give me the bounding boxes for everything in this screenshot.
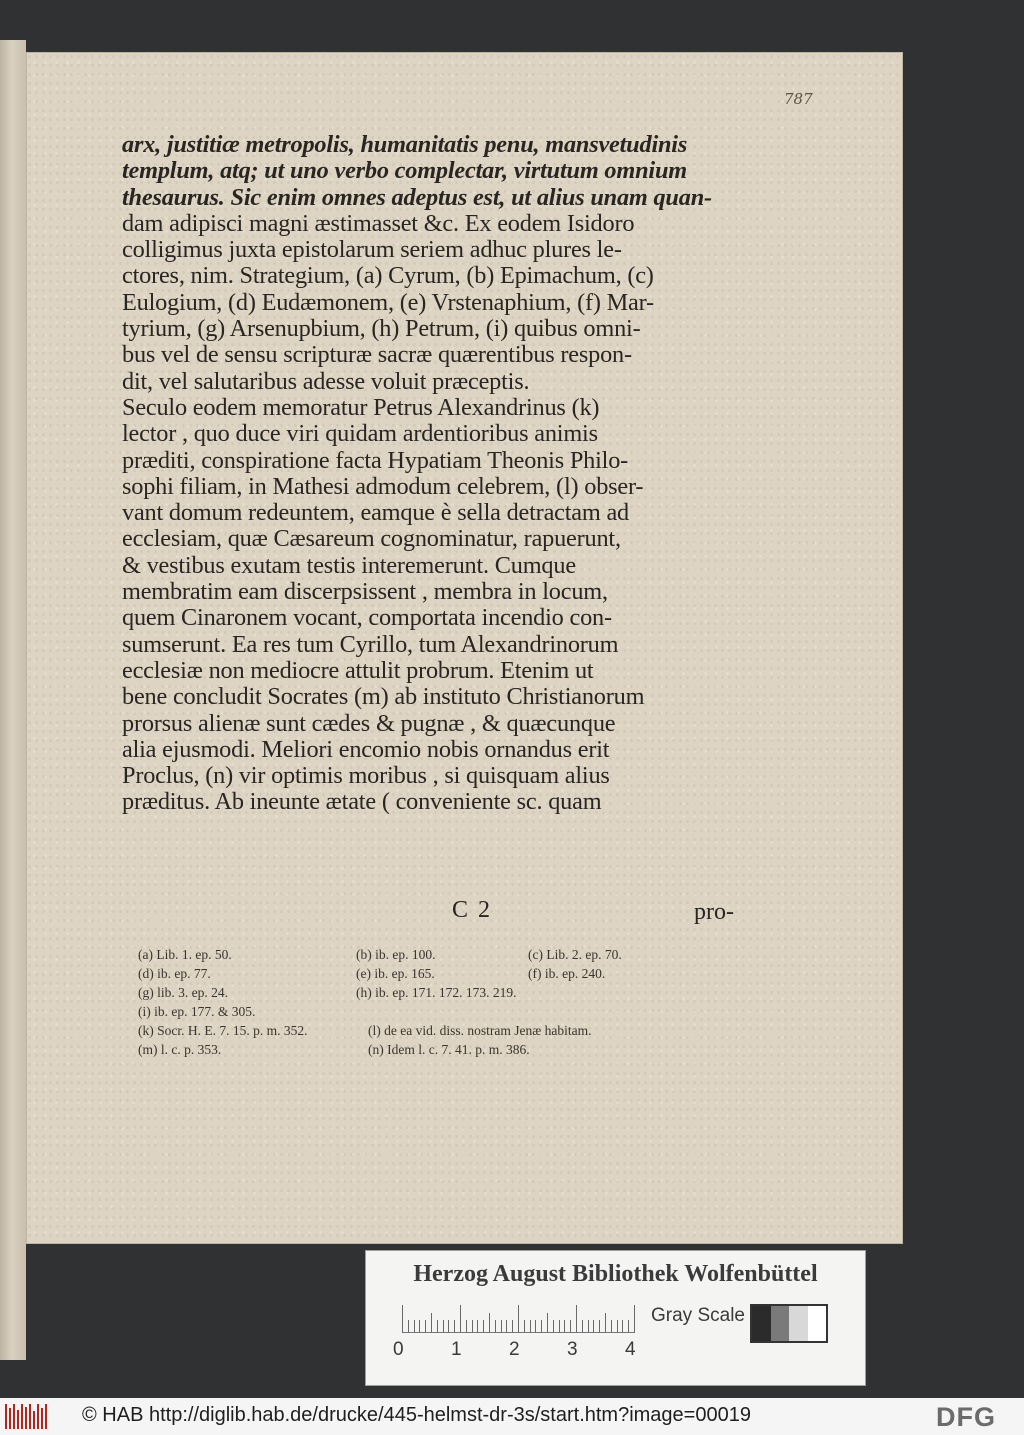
footnote: (c) Lib. 2. ep. 70. bbox=[528, 947, 622, 962]
ruler-tick bbox=[617, 1320, 618, 1333]
catchword: pro- bbox=[694, 899, 734, 925]
hab-logo-icon bbox=[4, 1402, 48, 1431]
ruler-tick bbox=[628, 1320, 629, 1333]
ruler-tick bbox=[495, 1320, 496, 1333]
signature-mark: C 2 bbox=[452, 897, 493, 923]
ruler-tick bbox=[402, 1305, 403, 1333]
adjacent-page-edge bbox=[0, 40, 26, 1360]
gray-scale-label: Gray Scale bbox=[651, 1305, 745, 1326]
ruler-tick bbox=[448, 1320, 449, 1333]
ruler-tick bbox=[559, 1320, 560, 1333]
footnote: (m) l. c. p. 353. bbox=[138, 1042, 222, 1057]
footnote: (e) ib. ep. 165. bbox=[356, 966, 435, 981]
text-line: alia ejusmodi. Meliori encomio nobis ornandus erit bbox=[122, 735, 610, 763]
ruler-tick bbox=[472, 1320, 473, 1333]
text-line: ecclesiam, quæ Cæsareum cognominatur, rapuerunt, bbox=[122, 525, 621, 553]
footnote-row bbox=[138, 1002, 718, 1021]
text-line: sophi filiam, in Mathesi admodum celebrem, (l) obser- bbox=[122, 472, 644, 500]
footnote: (k) Socr. H. E. 7. 15. p. m. 352. bbox=[138, 1023, 308, 1038]
text-line: dit, vel salutaribus adesse voluit præceptis. bbox=[122, 367, 530, 395]
ruler-number: 0 bbox=[393, 1339, 404, 1360]
ruler-tick bbox=[460, 1305, 461, 1333]
ruler-tick bbox=[535, 1320, 536, 1333]
ruler-tick bbox=[414, 1320, 415, 1333]
ruler-number: 1 bbox=[451, 1339, 462, 1360]
gray-swatch bbox=[808, 1306, 827, 1341]
gray-swatch bbox=[789, 1306, 808, 1341]
signature-line bbox=[122, 897, 734, 927]
text-line: ctores, nim. Strategium, (a) Cyrum, (b) Epimachum, (c) bbox=[122, 262, 654, 290]
text-line: bus vel de sensu scripturæ sacræ quærentibus respon- bbox=[122, 341, 632, 369]
ruler-tick bbox=[489, 1313, 490, 1333]
text-line: lector , quo duce viri quidam ardentioribus animis bbox=[122, 420, 598, 448]
ruler-tick bbox=[454, 1320, 455, 1333]
gray-scale-swatches bbox=[750, 1304, 828, 1343]
footer-bar bbox=[0, 1398, 1024, 1435]
ruler-tick bbox=[576, 1305, 577, 1333]
dfg-logo: DFG bbox=[936, 1402, 996, 1432]
footnote: (d) ib. ep. 77. bbox=[138, 966, 211, 981]
text-line: quem Cinaronem vocant, comportata incendio con- bbox=[122, 604, 612, 632]
ruler-number: 3 bbox=[567, 1339, 578, 1360]
ruler-tick bbox=[431, 1313, 432, 1333]
text-line: præditi, conspiratione facta Hypatiam Theonis Philo- bbox=[122, 446, 629, 474]
ruler-tick bbox=[443, 1320, 444, 1333]
footnote-row bbox=[138, 1040, 718, 1059]
footnote-row bbox=[138, 964, 718, 983]
library-name: Herzog August Bibliothek Wolfenbüttel bbox=[413, 1261, 818, 1287]
book-page bbox=[26, 52, 903, 1244]
ruler-tick bbox=[605, 1313, 606, 1333]
color-calibration-card bbox=[365, 1250, 866, 1386]
footnote: (h) ib. ep. 171. 172. 173. 219. bbox=[356, 985, 517, 1000]
text-line: bene concludit Socrates (m) ab instituto Christianorum bbox=[122, 683, 645, 711]
ruler-tick bbox=[547, 1313, 548, 1333]
text-line: thesaurus. Sic enim omnes adeptus est, ut alius unam quan- bbox=[122, 183, 712, 211]
ruler-tick bbox=[524, 1320, 525, 1333]
footnote-row bbox=[138, 945, 718, 964]
ruler-number: 4 bbox=[625, 1339, 636, 1360]
ruler-tick bbox=[622, 1320, 623, 1333]
ruler-tick bbox=[419, 1320, 420, 1333]
ruler-tick bbox=[408, 1320, 409, 1333]
text-line: sumserunt. Ea res tum Cyrillo, tum Alexandrinorum bbox=[122, 630, 619, 658]
footnote-row bbox=[138, 983, 718, 1002]
footnote: (i) ib. ep. 177. & 305. bbox=[138, 1004, 256, 1019]
ruler-tick bbox=[593, 1320, 594, 1333]
text-line: arx, justitiæ metropolis, humanitatis penu, mansvetudinis bbox=[122, 131, 688, 158]
text-line: tyrium, (g) Arsenupbium, (h) Petrum, (i) quibus omni- bbox=[122, 315, 641, 343]
ruler-tick bbox=[512, 1320, 513, 1333]
ruler-tick bbox=[530, 1320, 531, 1333]
ruler-tick bbox=[570, 1320, 571, 1333]
ruler-tick bbox=[582, 1320, 583, 1333]
text-line: membratim eam discerpsissent , membra in locum, bbox=[122, 578, 608, 606]
footnotes bbox=[138, 945, 718, 1059]
ruler-tick bbox=[634, 1305, 635, 1333]
text-line: ecclesiæ non mediocre attulit probrum. Etenim ut bbox=[122, 656, 594, 684]
ruler-tick bbox=[483, 1320, 484, 1333]
ruler-tick bbox=[425, 1320, 426, 1333]
gray-swatch bbox=[752, 1306, 771, 1341]
footnote: (b) ib. ep. 100. bbox=[356, 947, 436, 962]
ruler-tick bbox=[518, 1305, 519, 1333]
footnote: (l) de ea vid. diss. nostram Jenæ habitam. bbox=[368, 1023, 592, 1038]
ruler-tick bbox=[564, 1320, 565, 1333]
ruler-tick bbox=[437, 1320, 438, 1333]
footnote: (g) lib. 3. ep. 24. bbox=[138, 985, 228, 1000]
ruler-tick bbox=[477, 1320, 478, 1333]
ruler-tick bbox=[506, 1320, 507, 1333]
footnote-row bbox=[138, 1021, 718, 1040]
footnote: (a) Lib. 1. ep. 50. bbox=[138, 947, 232, 962]
footnote: (f) ib. ep. 240. bbox=[528, 966, 606, 981]
ruler-tick bbox=[611, 1320, 612, 1333]
ruler-tick bbox=[588, 1320, 589, 1333]
gray-swatch bbox=[771, 1306, 790, 1341]
ruler-tick bbox=[599, 1320, 600, 1333]
ruler-scale bbox=[402, 1303, 634, 1333]
text-line: dam adipisci magni æstimasset &c. Ex eodem Isidoro bbox=[122, 209, 635, 237]
text-line: vant domum redeuntem, eamque è sella detractam ad bbox=[122, 499, 629, 527]
body-text bbox=[122, 132, 734, 816]
copyright-url[interactable]: © HAB http://diglib.hab.de/drucke/445-helmst-dr-3s/start.htm?image=00019 bbox=[82, 1404, 751, 1426]
text-line: Seculo eodem memoratur Petrus Alexandrinus (k) bbox=[122, 393, 600, 421]
footnote: (n) Idem l. c. 7. 41. p. m. 386. bbox=[368, 1042, 530, 1057]
text-line: prorsus alienæ sunt cædes & pugnæ , & quæcunque bbox=[122, 709, 616, 737]
ruler-number: 2 bbox=[509, 1339, 520, 1360]
folio-number: 787 bbox=[784, 90, 813, 108]
ruler-numbers bbox=[393, 1339, 673, 1363]
text-line: Eulogium, (d) Eudæmonem, (e) Vrstenaphium, (f) Mar- bbox=[122, 288, 654, 316]
ruler-tick bbox=[466, 1320, 467, 1333]
ruler-tick bbox=[553, 1320, 554, 1333]
ruler-tick bbox=[501, 1320, 502, 1333]
text-line: Proclus, (n) vir optimis moribus , si quisquam alius bbox=[122, 762, 610, 790]
text-line: colligimus juxta epistolarum seriem adhuc plures le- bbox=[122, 236, 622, 264]
ruler-tick bbox=[541, 1320, 542, 1333]
text-line: præditus. Ab ineunte ætate ( conveniente sc. quam bbox=[122, 788, 602, 816]
text-line: & vestibus exutam testis interemerunt. Cumque bbox=[122, 551, 576, 579]
text-line: templum, atq; ut uno verbo complectar, virtutum omnium bbox=[122, 157, 687, 185]
